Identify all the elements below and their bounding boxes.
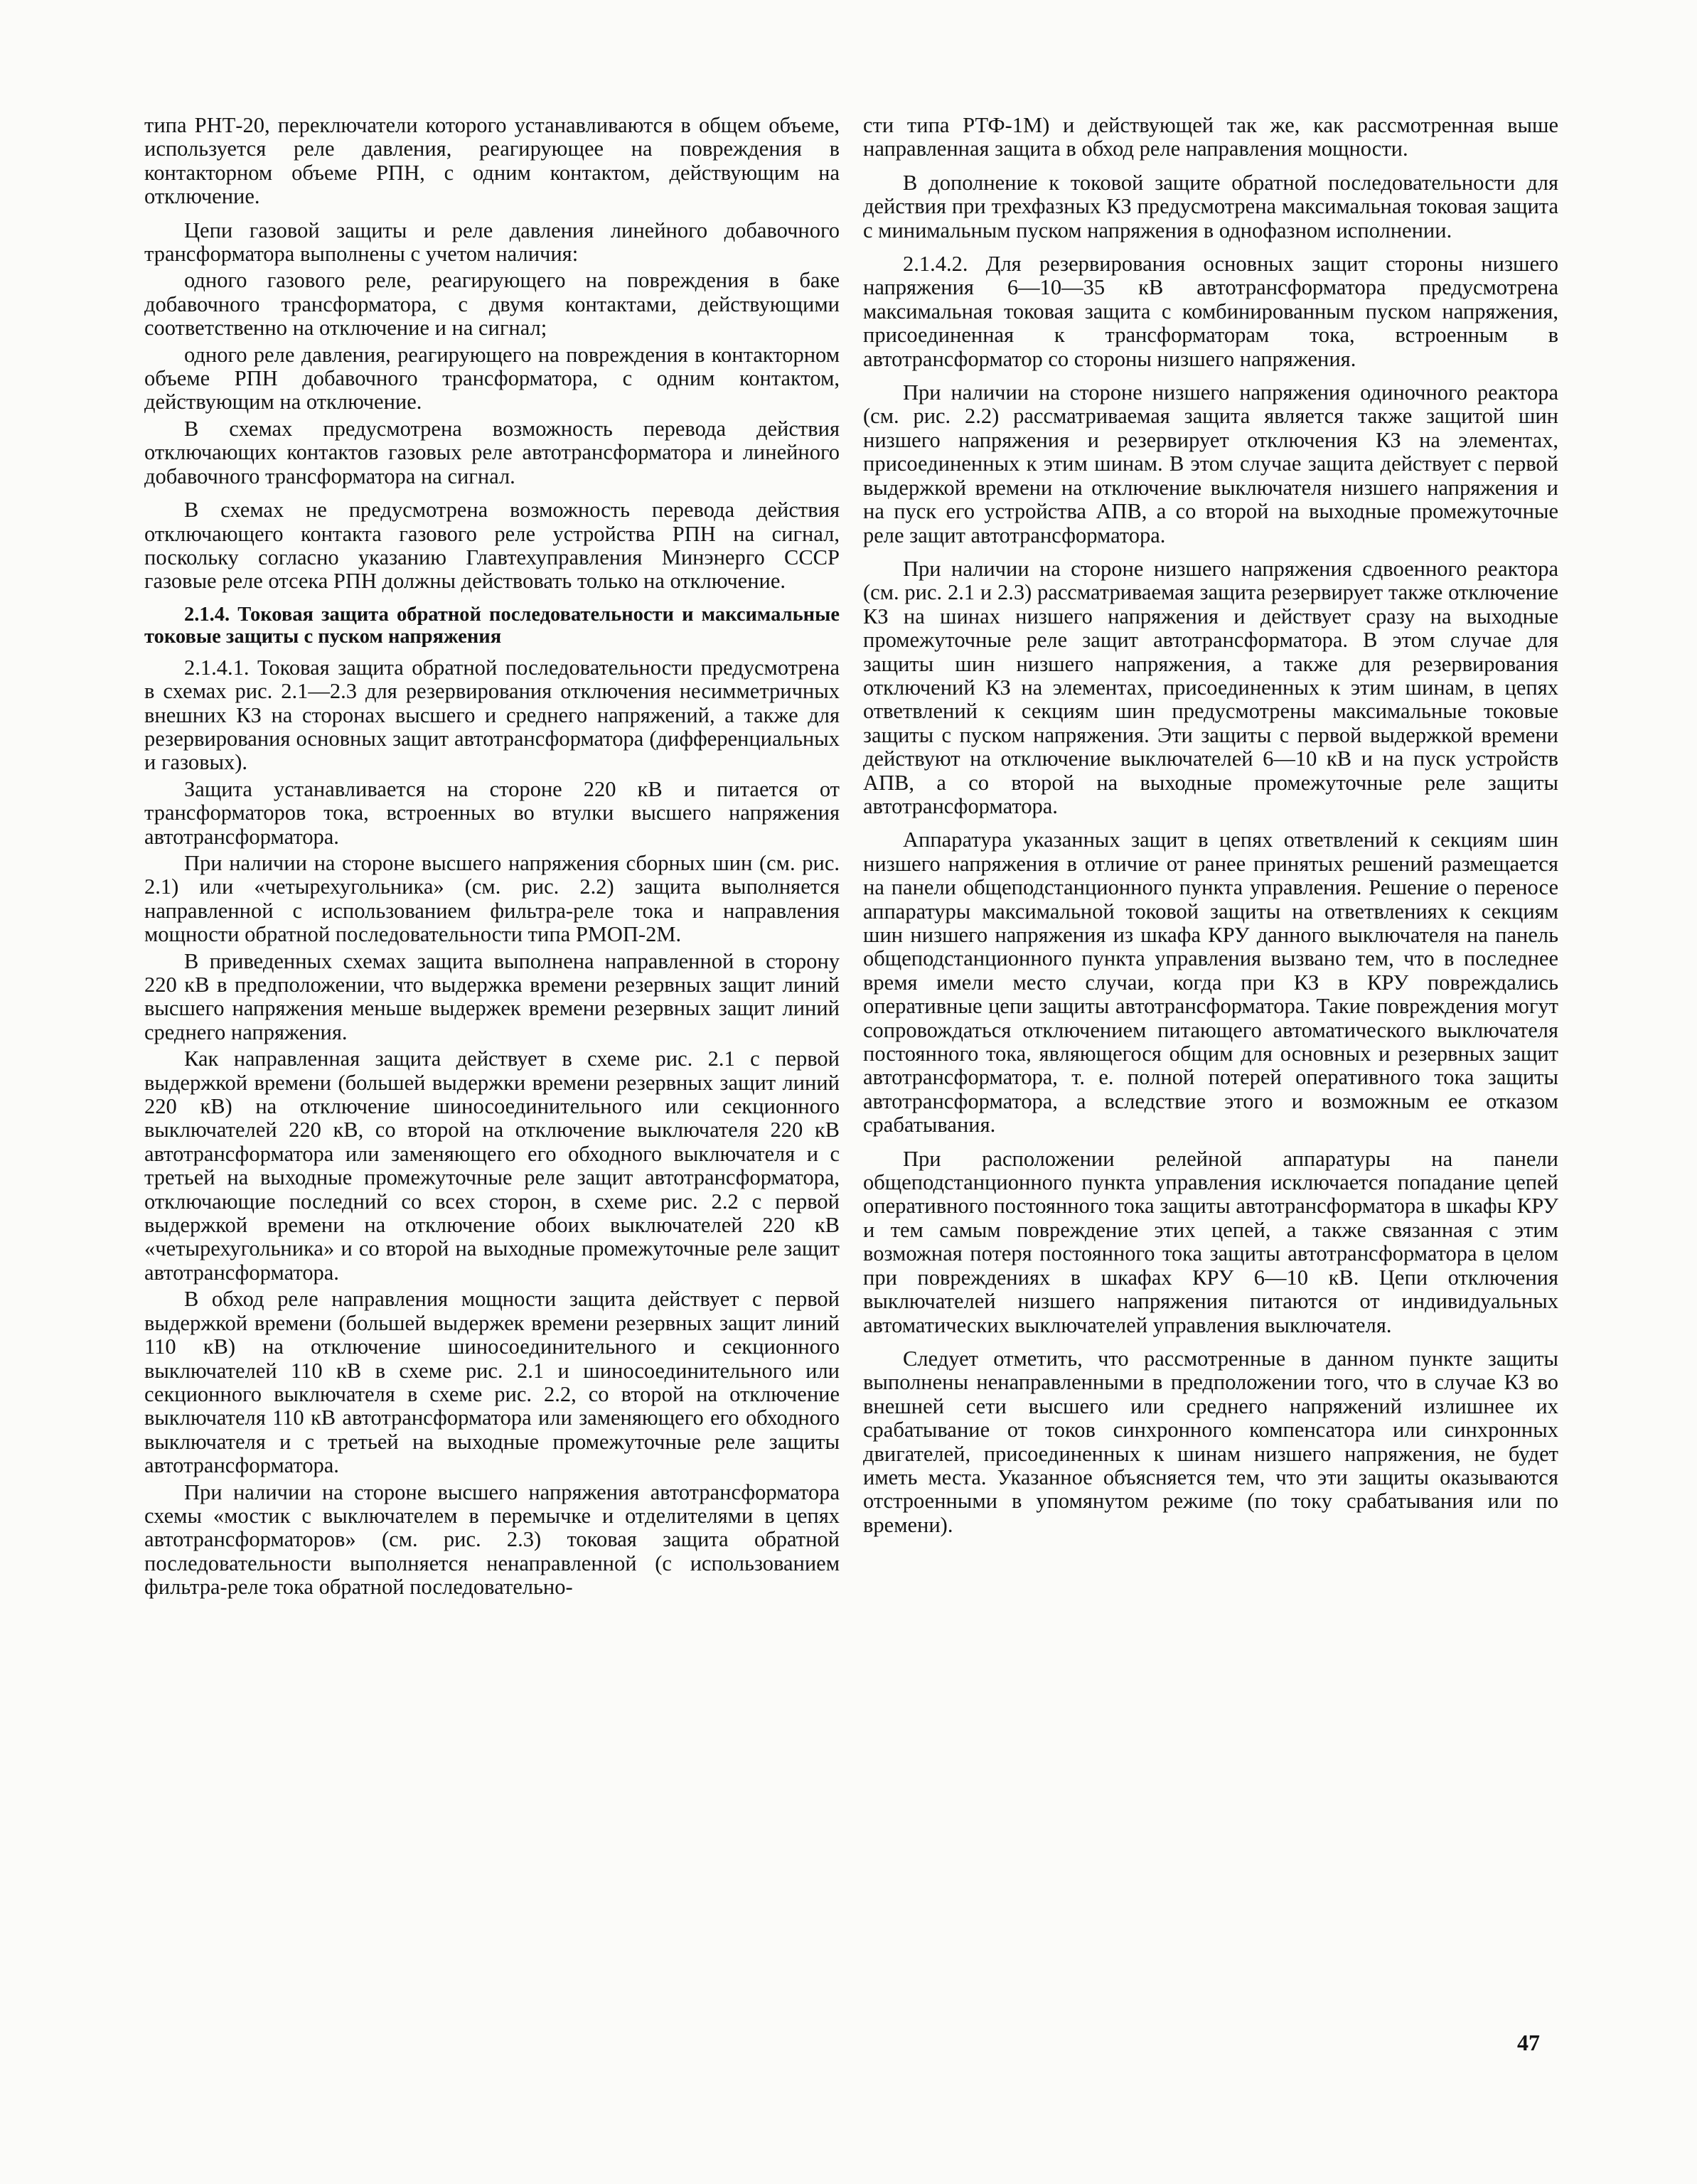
paragraph: При наличии на стороне высшего напряжения сборных шин (см. рис. 2.1) или «четырехугольника» (см. рис. 2.2) защита выполняется направленной с использованием фильтра-реле тока и направления мощности обратной последовательности типа РМОП-2М. (144, 850, 840, 947)
paragraph: типа РНТ-20, переключатели которого устанавливаются в общем объеме, используется реле давления, реагирующее на повреждения в контакторном объеме РПН, с одним контактом, действующим на отключение. (144, 113, 840, 209)
paragraph: В схемах предусмотрена возможность перевода действия отключающих контактов газовых реле автотрансформатора и линейного добавочного трансформатора на сигнал. (144, 416, 840, 488)
paragraph: 2.1.4.1. Токовая защита обратной последовательности предусмотрена в схемах рис. 2.1—2.3 для резервирования отключения несимметричных внешних КЗ на сторонах высшего и среднего напряжений, а также для резервирования основных защит автотрансформатора (дифференциальных и газовых). (144, 655, 840, 775)
paragraph: Цепи газовой защиты и реле давления линейного добавочного трансформатора выполнены с учетом наличия: (144, 218, 840, 267)
paragraph: В приведенных схемах защита выполнена направленной в сторону 220 кВ в предположении, что выдержка времени резервных защит линий высшего напряжения меньше выдержек времени резервных защит линий среднего напряжения. (144, 948, 840, 1044)
list-item: одного газового реле, реагирующего на повреждения в баке добавочного трансформатора, с двумя контактами, действующими соответственно на отключение и на сигнал; (144, 268, 840, 341)
paragraph: Защита устанавливается на стороне 220 кВ и питается от трансформаторов тока, встроенных во втулки высшего напряжения автотрансформатора. (144, 776, 840, 849)
paragraph: 2.1.4.2. Для резервирования основных защит стороны низшего напряжения 6—10—35 кВ автотрансформатора предусмотрена максимальная токовая защита с комбинированным пуском напряжения, присоединенная к трансформаторам тока, встроенным в автотрансформатор со стороны низшего напряжения. (863, 252, 1558, 371)
right-column (863, 114, 1558, 1547)
paragraph: сти типа РТФ-1М) и действующей так же, как рассмотренная выше направленная защита в обход реле направления мощности. (863, 113, 1558, 161)
section-heading: 2.1.4. Токовая защита обратной последовательности и максимальные токовые защиты с пуском напряжения (144, 603, 840, 648)
paragraph: В обход реле направления мощности защита действует с первой выдержкой времени (большей выдержек времени резервных защит линий 110 кВ) на отключение шиносоединительного и секционного выключателей 110 кВ в схеме рис. 2.1 и шиносоединительного или секционного выключателя в схеме рис. 2.2, со второй на отключение выключателя 110 кВ автотрансформатора или заменяющего его обходного выключателя и с третьей на выходные промежуточные реле защиты автотрансформатора. (144, 1287, 840, 1478)
paragraph: В схемах не предусмотрена возможность перевода действия отключающего контакта газового реле устройства РПН на сигнал, поскольку согласно указанию Главтехуправления Минэнерго СССР газовые реле отсека РПН должны действовать только на отключение. (144, 498, 840, 594)
paragraph: Следует отметить, что рассмотренные в данном пункте защиты выполнены ненаправленными в предположении того, что в случае КЗ во внешней сети высшего или среднего напряжений излишнее их срабатывание от токов синхронного компенсатора или синхронных двигателей, присоединенных к шинам низшего напряжения, не будет иметь места. Указанное объясняется тем, что эти защиты оказываются отстроенными в упомянутом режиме (по току срабатывания или по времени). (863, 1346, 1558, 1537)
paragraph: При наличии на стороне высшего напряжения автотрансформатора схемы «мостик с выключателем в перемычке и отделителями в цепях автотрансформаторов» (см. рис. 2.3) токовая защита обратной последовательности выполняется ненаправленной (с использованием фильтра-реле тока обратной последовательно- (144, 1479, 840, 1600)
paragraph: В дополнение к токовой защите обратной последовательности для действия при трехфазных КЗ предусмотрена максимальная токовая защита с минимальным пуском напряжения в однофазном исполнении. (863, 170, 1558, 242)
paragraph: При наличии на стороне низшего напряжения сдвоенного реактора (см. рис. 2.1 и 2.3) рассматриваемая защита резервирует также отключение КЗ на шинах низшего напряжения и действует сразу на выходные промежуточные реле защит автотрансформатора. В этом случае для защиты шин низшего напряжения, а также для резервирования отключений КЗ на элементах, присоединенных к этим шинам, в цепях ответвлений к секциям шин предусмотрены максимальные токовые защиты с пуском напряжения. Эти защиты с первой выдержкой времени действуют на отключение выключателей 6—10 кВ и на пуск устройств АПВ, а со второй на выходные промежуточные реле защиты автотрансформатора. (863, 556, 1558, 818)
paragraph: При расположении релейной аппаратуры на панели общеподстанционного пункта управления исключается попадание цепей оперативного постоянного тока защиты автотрансформатора в шкафы КРУ и тем самым повреждение этих цепей, а также связанная с этим возможная потеря постоянного тока защиты автотрансформатора в целом при повреждениях в шкафах КРУ 6—10 кВ. Цепи отключения выключателей низшего напряжения питаются от индивидуальных автоматических выключателей управления выключателя. (863, 1146, 1558, 1337)
list-item: одного реле давления, реагирующего на повреждения в контакторном объеме РПН добавочного трансформатора, с одним контактом, действующим на отключение. (144, 342, 840, 414)
paragraph: Аппаратура указанных защит в цепях ответвлений к секциям шин низшего напряжения в отличие от ранее принятых решений размещается на панели общеподстанционного пункта управления. Решение о переносе аппаратуры максимальной токовой защиты на ответвлениях к секциям шин низшего напряжения из шкафа КРУ данного выключателя на панель общеподстанционного пункта управления вызвано тем, что в последнее время имели место случаи, когда при КЗ в КРУ повреждались оперативные цепи защиты автотрансформатора. Такие повреждения могут сопровождаться отключением питающего автоматического выключателя постоянного тока, являющегося общим для основных и резервных защит автотрансформатора, т. е. полной потерей оперативного тока защиты автотрансформатора, а вследствие этого и возможным ее отказом срабатывания. (863, 828, 1558, 1138)
paragraph: При наличии на стороне низшего напряжения одиночного реактора (см. рис. 2.2) рассматриваемая защита является также защитой шин низшего напряжения и резервирует отключения КЗ на элементах, присоединенных к этим шинам. В этом случае защита действует с первой выдержкой времени на отключение выключателя низшего напряжения и на пуск его устройства АПВ, а со второй на выходные промежуточные реле защит автотрансформатора. (863, 380, 1558, 547)
left-column (144, 114, 840, 1602)
paragraph: Как направленная защита действует в схеме рис. 2.1 с первой выдержкой времени (большей выдержки времени резервных защит линий 220 кВ) на отключение шиносоединительного или секционного выключателей 220 кВ, со второй на отключение выключателя 220 кВ автотрансформатора или заменяющего его обходного выключателя и с третьей на выходные промежуточные реле защит автотрансформатора, отключающие последний со всех сторон, в схеме рис. 2.2 с первой выдержкой времени на отключение обоих выключателей 220 кВ «четырехугольника» и со второй на выходные промежуточные реле защит автотрансформатора. (144, 1046, 840, 1285)
page-number: 47 (1517, 2030, 1540, 2055)
